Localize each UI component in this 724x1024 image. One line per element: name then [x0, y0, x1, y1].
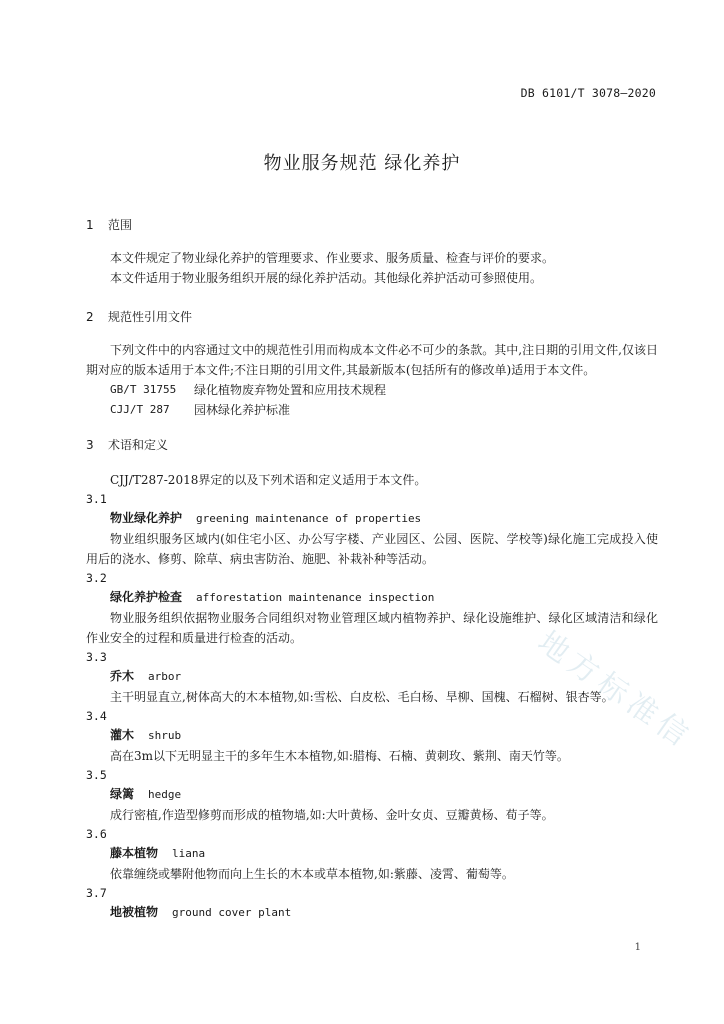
reference-item: [86, 380, 658, 400]
term-heading: [86, 725, 658, 746]
section-title: 范围: [108, 218, 133, 232]
standard-number: DB 6101/T 3078—2020: [520, 86, 656, 100]
section-number: 1: [86, 218, 94, 232]
term-heading: [86, 587, 658, 608]
document-title: 物业服务规范 绿化养护: [263, 153, 461, 174]
term-number: 3.6: [86, 827, 107, 841]
term-name-zh: 灌木: [110, 728, 135, 742]
reference-code: GB/T 31755: [110, 383, 177, 396]
page-number: 1: [634, 942, 641, 953]
scope-paragraph: 本文件规定了物业绿化养护的管理要求、作业要求、服务质量、检查与评价的要求。: [110, 251, 555, 265]
term-heading: [86, 784, 658, 805]
section-heading-terms: [86, 436, 658, 454]
term-definition: 成行密植,作造型修剪而形成的植物墙,如:大叶黄杨、金叶女贞、豆瓣黄杨、荀子等。: [110, 808, 554, 822]
term-name-en: afforestation maintenance inspection: [196, 591, 435, 604]
term-number: 3.1: [86, 492, 107, 506]
term-name-zh: 地被植物: [110, 905, 159, 919]
term-heading: [86, 843, 658, 864]
term-name-en: shrub: [148, 729, 182, 742]
reference-name: 绿化植物废弃物处置和应用技术规程: [194, 383, 387, 397]
term-name-en: ground cover plant: [172, 906, 292, 919]
section-heading-references: [86, 308, 658, 326]
term-definition: 依靠缠绕或攀附他物而向上生长的木本或草本植物,如:紫藤、凌霄、葡萄等。: [110, 867, 514, 881]
term-heading: [86, 902, 658, 923]
term-name-zh: 绿篱: [110, 787, 135, 801]
term-name-zh: 绿化养护检查: [110, 590, 183, 604]
term-name-en: hedge: [148, 788, 182, 801]
term-number: 3.4: [86, 709, 107, 723]
section-number: 3: [86, 438, 94, 452]
terms-intro: CJJ/T287-2018界定的以及下列术语和定义适用于本文件。: [110, 473, 427, 487]
term-definition: 主干明显直立,树体高大的木本植物,如:雪松、白皮松、毛白杨、旱柳、国槐、石榴树、银杏等。: [110, 690, 614, 704]
term-name-zh: 乔木: [110, 669, 135, 683]
section-number: 2: [86, 310, 94, 324]
term-name-zh: 藤本植物: [110, 846, 159, 860]
term-definition: 高在3m以下无明显主干的多年生木本植物,如:腊梅、石楠、黄刺玫、紫荆、南天竹等。: [110, 749, 569, 763]
term-name-zh: 物业绿化养护: [110, 511, 183, 525]
term-definition: 物业服务组织依据物业服务合同组织对物业管理区域内植物养护、绿化设施维护、绿化区域清洁和绿化作业安全的过程和质量进行检查的活动。: [86, 611, 658, 645]
references-intro: 下列文件中的内容通过文中的规范性引用而构成本文件必不可少的条款。其中,注日期的引用文件,仅该日期对应的版本适用于本文件;不注日期的引用文件,其最新版本(包括所有的修改单)适用于本文件。: [86, 343, 658, 377]
section-heading-scope: [86, 216, 658, 234]
term-number: 3.3: [86, 650, 107, 664]
term-number: 3.2: [86, 571, 107, 585]
watermark: 地方标准信: [531, 624, 699, 757]
term-name-en: liana: [172, 847, 206, 860]
term-number: 3.5: [86, 768, 107, 782]
section-title: 规范性引用文件: [108, 310, 193, 324]
term-name-en: arbor: [148, 670, 182, 683]
reference-item: [86, 400, 658, 420]
scope-paragraph: 本文件适用于物业服务组织开展的绿化养护活动。其他绿化养护活动可参照使用。: [110, 271, 543, 285]
section-title: 术语和定义: [108, 438, 169, 452]
document-body: [86, 216, 658, 923]
reference-code: CJJ/T 287: [110, 403, 170, 416]
reference-name: 园林绿化养护标准: [194, 403, 291, 417]
term-definition: 物业组织服务区域内(如住宅小区、办公写字楼、产业园区、公园、医院、学校等)绿化施工完成投入使用后的浇水、修剪、除草、病虫害防治、施肥、补栽补种等活动。: [86, 532, 658, 566]
term-number: 3.7: [86, 886, 107, 900]
term-heading: [86, 508, 658, 529]
term-name-en: greening maintenance of properties: [196, 512, 422, 525]
